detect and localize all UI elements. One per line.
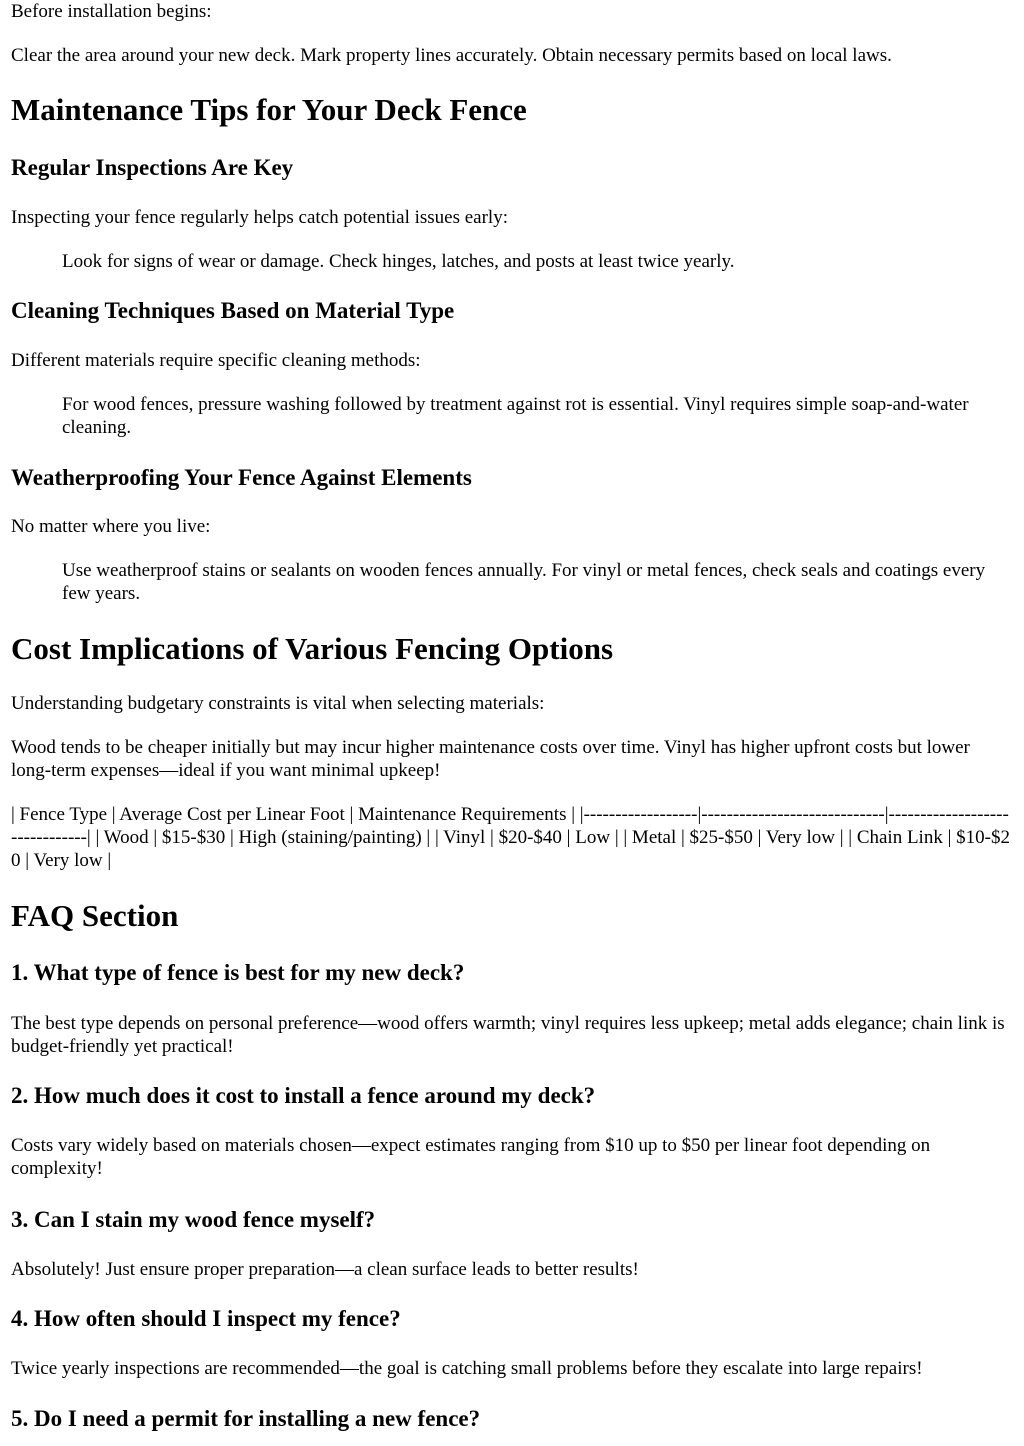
faq-question: 1. What type of fence is best for my new deck?: [11, 960, 465, 985]
weatherproofing-quote: Use weatherproof stains or sealants on wooden fences annually. For vinyl or metal fences, check seals and coatings every few years.: [62, 560, 986, 604]
faq-question: 2. How much does it cost to install a fence around my deck?: [11, 1083, 596, 1108]
cleaning-quote: For wood fences, pressure washing followed by treatment against rot is essential. Vinyl requires simple soap-and-water cleaning.: [62, 394, 969, 438]
maintenance-heading: Maintenance Tips for Your Deck Fence: [11, 92, 527, 127]
weatherproofing-lead: No matter where you live:: [11, 516, 211, 537]
cost-table-raw-text: | Fence Type | Average Cost per Linear Foot | Maintenance Requirements | |------------------|-----------------------------|-------------------------------| | Wood | $15-$30 | High (staining/painting) | | Vinyl | $20-$40 | Low | | Metal | $25-$50 | Very low | | Chain Link | $10-$20 | Very low |: [11, 804, 1010, 871]
inspections-heading: Regular Inspections Are Key: [11, 155, 294, 180]
faq-answer: Costs vary widely based on materials chosen—expect estimates ranging from $10 up to $50 per linear foot depending on complexity!: [11, 1135, 931, 1179]
cleaning-heading: Cleaning Techniques Based on Material Type: [11, 298, 455, 323]
inspections-lead: Inspecting your fence regularly helps catch potential issues early:: [11, 207, 508, 228]
costs-heading: Cost Implications of Various Fencing Options: [11, 631, 614, 666]
faq-answer: The best type depends on personal preference—wood offers warmth; vinyl requires less upkeep; metal adds elegance; chain link is budget-friendly yet practical!: [11, 1013, 1005, 1057]
faq-answer: Twice yearly inspections are recommended—the goal is catching small problems before they escalate into large repairs!: [11, 1358, 923, 1379]
before-installation-text: Before installation begins:: [11, 1, 212, 22]
faq-question: 3. Can I stain my wood fence myself?: [11, 1207, 376, 1232]
faq-answer: Absolutely! Just ensure proper preparation—a clean surface leads to better results!: [11, 1259, 639, 1280]
weatherproofing-heading: Weatherproofing Your Fence Against Elements: [11, 465, 472, 490]
costs-lead: Understanding budgetary constraints is vital when selecting materials:: [11, 693, 545, 714]
faq-question: 5. Do I need a permit for installing a new fence?: [11, 1406, 481, 1431]
inspections-quote: Look for signs of wear or damage. Check hinges, latches, and posts at least twice yearly.: [62, 251, 735, 272]
costs-comparison-paragraph: Wood tends to be cheaper initially but may incur higher maintenance costs over time. Vinyl has higher upfront costs but lower long-term expenses—ideal if you want minimal upkeep!: [11, 737, 970, 781]
cleaning-lead: Different materials require specific cleaning methods:: [11, 350, 421, 371]
prep-steps-paragraph: Clear the area around your new deck. Mark property lines accurately. Obtain necessary permits based on local laws.: [11, 45, 892, 66]
faq-question: 4. How often should I inspect my fence?: [11, 1306, 401, 1331]
faq-heading: FAQ Section: [11, 898, 179, 933]
